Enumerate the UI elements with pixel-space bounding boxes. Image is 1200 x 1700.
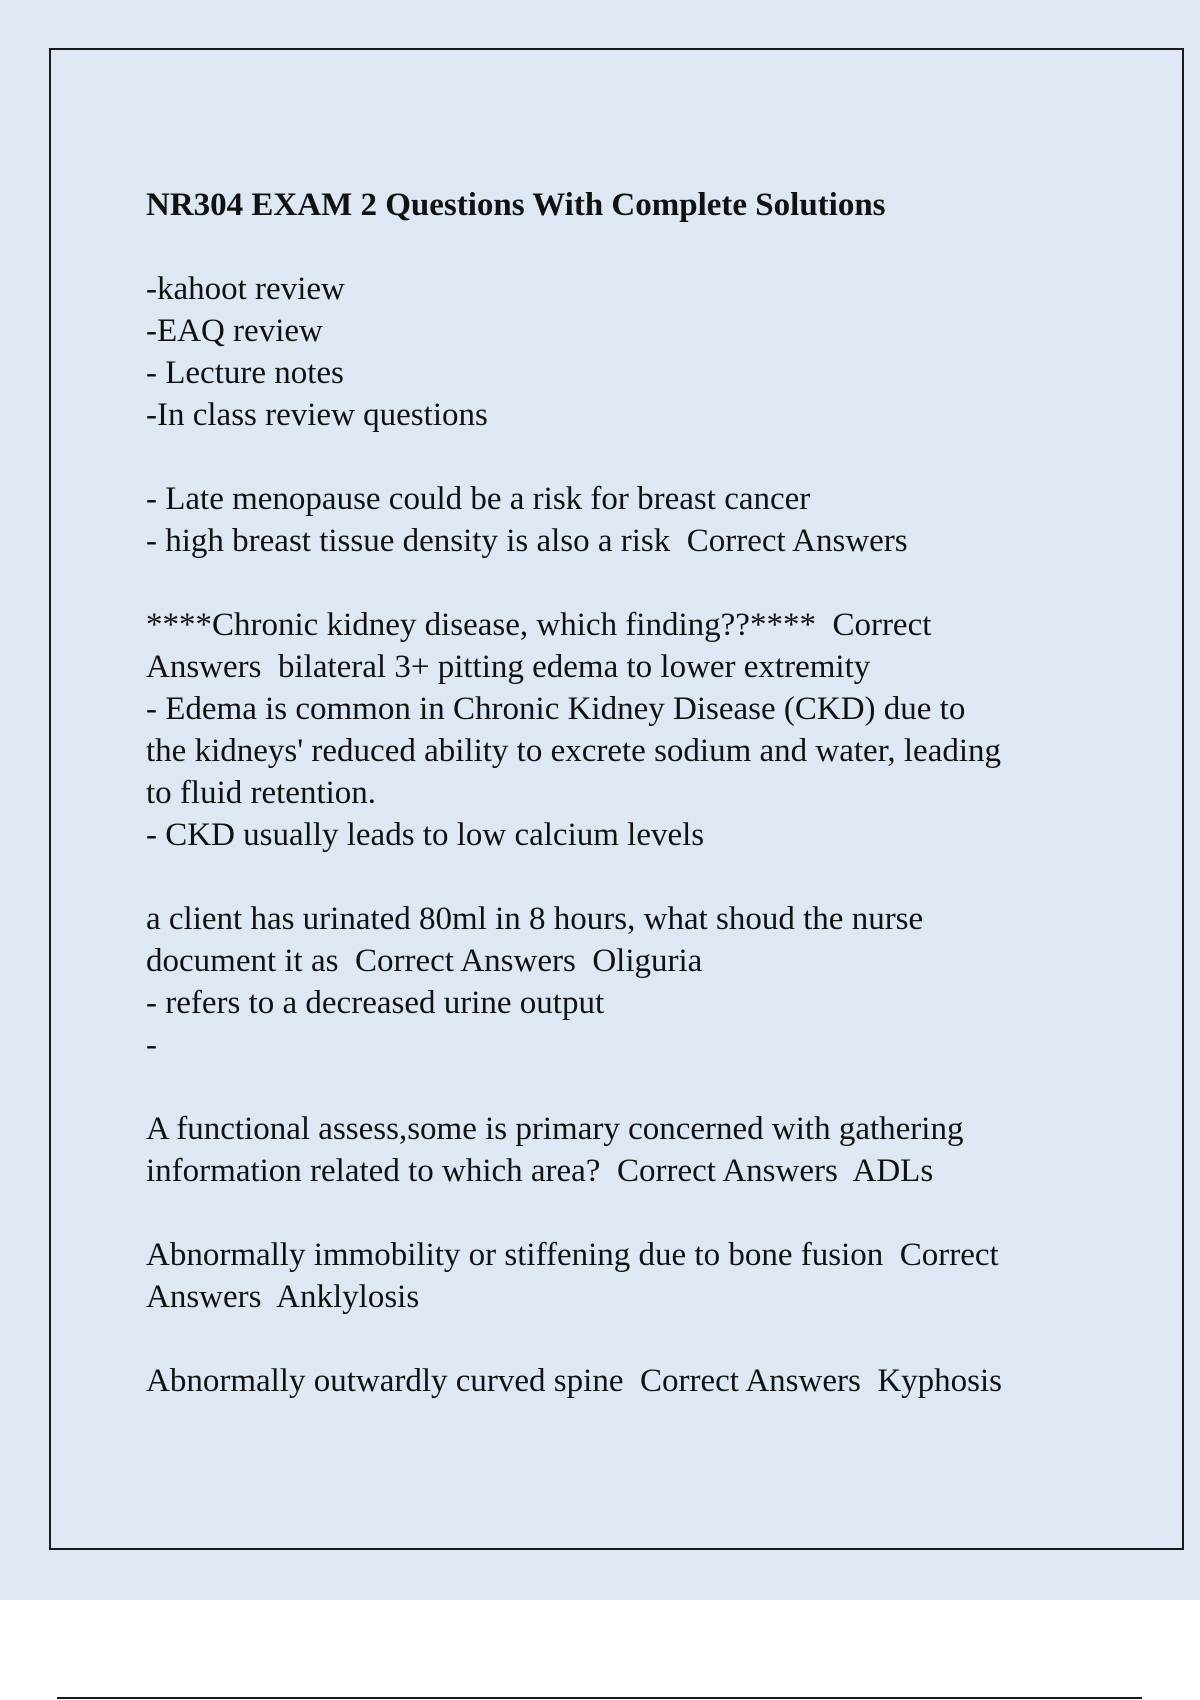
text-line: information related to which area? Correct Answers ADLs [146,1153,934,1189]
text-line: - Edema is common in Chronic Kidney Disease (CKD) due to [146,691,966,727]
ckd-question-block [146,604,1106,856]
text-line: - CKD usually leads to low calcium levels [146,817,705,853]
kyphosis-question-block [146,1360,1106,1402]
text-line: -In class review questions [146,397,488,433]
text-line: Abnormally outwardly curved spine Correct Answers Kyphosis [146,1363,1003,1399]
text-line: a client has urinated 80ml in 8 hours, what shoud the nurse [146,901,924,937]
text-line: - Late menopause could be a risk for breast cancer [146,481,811,517]
text-line: - high breast tissue density is also a risk Correct Answers [146,523,908,559]
text-line: ****Chronic kidney disease, which finding??**** Correct [146,607,932,643]
text-line: - Lecture notes [146,355,344,391]
text-line: the kidneys' reduced ability to excrete sodium and water, leading [146,733,1002,769]
breast-cancer-risk-block [146,478,1106,562]
document-title: NR304 EXAM 2 Questions With Complete Solutions [146,187,886,223]
text-line: document it as Correct Answers Oliguria [146,943,703,979]
study-sources-block [146,268,1106,436]
document-body [146,184,1106,1444]
text-line: -EAQ review [146,313,323,349]
text-line: Answers Anklylosis [146,1279,420,1315]
ankylosis-question-block [146,1234,1106,1318]
functional-assessment-block [146,1108,1106,1192]
text-line: Answers bilateral 3+ pitting edema to lower extremity [146,649,871,685]
text-line: A functional assess,some is primary concerned with gathering [146,1111,964,1147]
footer-divider [57,1697,1142,1699]
text-line: - [146,1027,157,1063]
text-line: Abnormally immobility or stiffening due to bone fusion Correct [146,1237,999,1273]
oliguria-question-block [146,898,1106,1066]
text-line: -kahoot review [146,271,345,307]
text-line: to fluid retention. [146,775,377,811]
text-line: - refers to a decreased urine output [146,985,605,1021]
